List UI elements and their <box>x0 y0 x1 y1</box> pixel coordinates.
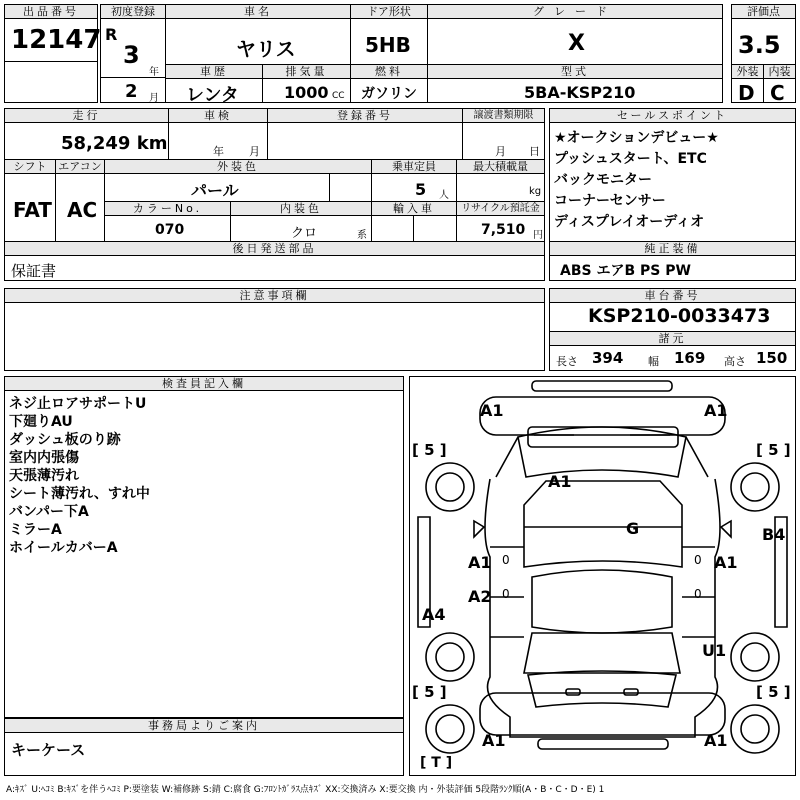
damage-code-rear-right: A1 <box>704 731 728 750</box>
recycle-label: リサイクル預託金 <box>457 202 544 216</box>
damage-code-rear-left: A1 <box>482 731 506 750</box>
color-no-value: 070 <box>155 222 185 238</box>
door-box <box>350 4 428 103</box>
load-label: 最大積載量 <box>457 160 544 174</box>
lot-label: 出品番号 <box>5 5 97 19</box>
sales-point: コーナーセンサー <box>554 193 666 209</box>
equipment-value: ABS エアB PS PW <box>560 263 691 279</box>
inspector-line: ホイールカバーA <box>9 540 118 556</box>
len-label: 長さ <box>556 355 578 368</box>
legend: A:ｷｽﾞ U:ﾍｺﾐ B:ｷｽﾞを伴うﾍｺﾐ P:要塗装 W:補修跡 S:錆 C:腐食 G:ﾌﾛﾝﾄｶﾞﾗｽ点ｷｽﾞ XX:交換済み X:要交換 内・外装評価 5段階ﾗﾝｸ順(A・B・C・D・E) 1 <box>6 785 605 795</box>
reg-month: 2 <box>125 81 138 102</box>
recycle-value: 7,510 <box>481 222 526 238</box>
tire-depth-rear-right: [ 5 ] <box>756 683 791 701</box>
inspector-line: シート薄汚れ、すれ中 <box>9 486 150 502</box>
fuel-label: 燃料 <box>351 65 427 79</box>
parts-section <box>4 241 545 281</box>
sales-section <box>549 108 796 242</box>
damage-map <box>409 376 796 776</box>
inspector-line: 下廻りAU <box>9 414 73 430</box>
tire-depth-front-right: [ 5 ] <box>756 441 791 459</box>
transfer-day: 日 <box>529 145 540 158</box>
inspector-line: ネジ止ロアサポートU <box>9 396 147 412</box>
score-box <box>731 4 796 103</box>
lot-box-lower <box>4 61 98 103</box>
mileage-value: 58,249 km <box>61 133 168 154</box>
damage-code-front-right: A1 <box>704 401 728 420</box>
equipment-label: 純正装備 <box>550 242 795 256</box>
reg-label: 初度登録 <box>101 5 165 19</box>
interior-value: クロ <box>291 226 318 241</box>
inspector-section <box>4 376 404 718</box>
shift-label: シフト <box>5 160 55 174</box>
sales-point: ディスプレイオーディオ <box>554 214 705 230</box>
score-value: 3.5 <box>738 31 781 59</box>
int-value: C <box>770 81 785 105</box>
sales-point: バックモニター <box>554 172 652 188</box>
door-value: 5HB <box>365 33 411 57</box>
office-value: キーケース <box>11 741 86 759</box>
import-label: 輸入車 <box>372 202 456 216</box>
disp-value: 1000 <box>284 83 329 102</box>
disp-unit: CC <box>332 91 345 101</box>
inspector-line: 室内内張傷 <box>9 450 79 466</box>
inspector-label: 検査員記入欄 <box>5 377 403 391</box>
capacity-unit: 人 <box>439 190 449 201</box>
reg-month-unit: 月 <box>149 93 159 104</box>
zero-marker: 0 <box>694 553 702 567</box>
hgt-label: 高さ <box>724 355 746 368</box>
reg-box <box>100 4 166 103</box>
len-value: 394 <box>592 349 624 367</box>
equipment-section <box>549 241 796 281</box>
mileage-label: 走行 <box>5 109 168 123</box>
model-value: 5BA-KSP210 <box>524 83 636 102</box>
damage-code-left-front-door: A1 <box>468 553 492 572</box>
inspector-line: 天張薄汚れ <box>9 468 79 484</box>
color-no-label: カラーNo. <box>105 202 230 216</box>
sales-point: プッシュスタート、ETC <box>554 151 707 167</box>
sales-point: ★オークションデビュー★ <box>554 130 719 146</box>
recycle-unit: 円 <box>533 230 543 241</box>
grade-value: X <box>568 31 585 56</box>
exterior-label: 外装色 <box>105 160 371 174</box>
ext-value: D <box>738 81 755 105</box>
history-label: 車歴 <box>166 65 262 79</box>
shift-value: FAT <box>13 198 52 222</box>
damage-code-hood: A1 <box>548 472 572 491</box>
history-value: レンタ <box>186 85 239 106</box>
score-label: 評価点 <box>732 5 795 19</box>
insp-year: 年 <box>213 145 224 158</box>
interior-label: 内装色 <box>231 202 371 216</box>
inspector-line: バンパー下A <box>9 504 89 520</box>
damage-code-right-front-door: A1 <box>714 553 738 572</box>
damage-code-right-rear: U1 <box>702 641 727 660</box>
reg-year: 3 <box>123 41 140 69</box>
tire-depth-front-left: [ 5 ] <box>412 441 447 459</box>
ac-value: AC <box>67 198 98 222</box>
notes-section <box>4 288 545 371</box>
parts-label: 後日発送部品 <box>5 242 544 256</box>
office-section <box>4 718 404 776</box>
interior-unit: 系 <box>357 230 367 241</box>
reg-era: R <box>105 25 118 44</box>
damage-code-left-side: A4 <box>422 605 446 624</box>
load-unit: kg <box>529 186 542 197</box>
zero-marker: 0 <box>694 587 702 601</box>
disp-label: 排気量 <box>263 65 350 79</box>
insp-month: 月 <box>249 145 260 158</box>
inspector-line: ダッシュ板のり跡 <box>9 432 121 448</box>
transfer-label: 譲渡書類期限 <box>463 109 544 123</box>
tire-depth-rear-left: [ 5 ] <box>412 683 447 701</box>
zero-marker: 0 <box>502 553 510 567</box>
capacity-value: 5 <box>415 180 427 199</box>
ext-label: 外装 <box>732 65 763 79</box>
chassis-value: KSP210-0033473 <box>588 305 771 327</box>
int-label: 内装 <box>764 65 795 79</box>
lot-box <box>4 4 102 62</box>
inspector-line: ミラーA <box>9 522 62 538</box>
chassis-section <box>549 288 796 371</box>
wid-value: 169 <box>674 349 706 367</box>
mileage-section <box>4 108 545 160</box>
specs-label: 諸元 <box>550 331 795 346</box>
regno-label: 登録番号 <box>268 109 462 123</box>
tire-spare: [ T ] <box>420 755 453 771</box>
wid-label: 幅 <box>648 355 659 368</box>
damage-code-right-side: B4 <box>762 525 786 544</box>
grade-label: グレード <box>428 5 722 19</box>
inspection-label: 車検 <box>169 109 267 123</box>
sales-label: セールスポイント <box>550 109 795 123</box>
fuel-value: ガソリン <box>361 86 417 102</box>
notes-label: 注意事項欄 <box>5 289 544 303</box>
zero-marker: 0 <box>502 587 510 601</box>
lot-number: 12147 <box>11 25 102 55</box>
name-box <box>165 4 351 106</box>
office-label: 事務局よりご案内 <box>5 719 403 733</box>
transfer-month: 月 <box>495 145 506 158</box>
car-diagram <box>410 377 795 775</box>
capacity-label: 乗車定員 <box>372 160 456 174</box>
grade-box <box>427 4 723 103</box>
chassis-label: 車台番号 <box>550 289 795 303</box>
car-name: ヤリス <box>236 37 296 61</box>
ac-label: エアコン <box>56 160 104 174</box>
hgt-value: 150 <box>756 349 788 367</box>
door-label: ドア形状 <box>351 5 427 19</box>
exterior-value: パール <box>191 181 239 200</box>
damage-code-left-rear-door: A2 <box>468 587 492 606</box>
damage-code-glass: G <box>626 519 640 538</box>
specs-section <box>4 159 545 242</box>
reg-year-unit: 年 <box>149 67 159 78</box>
damage-code-front-left: A1 <box>480 401 504 420</box>
name-label: 車名 <box>166 5 350 19</box>
model-label: 型式 <box>428 65 722 79</box>
parts-value: 保証書 <box>11 262 57 280</box>
